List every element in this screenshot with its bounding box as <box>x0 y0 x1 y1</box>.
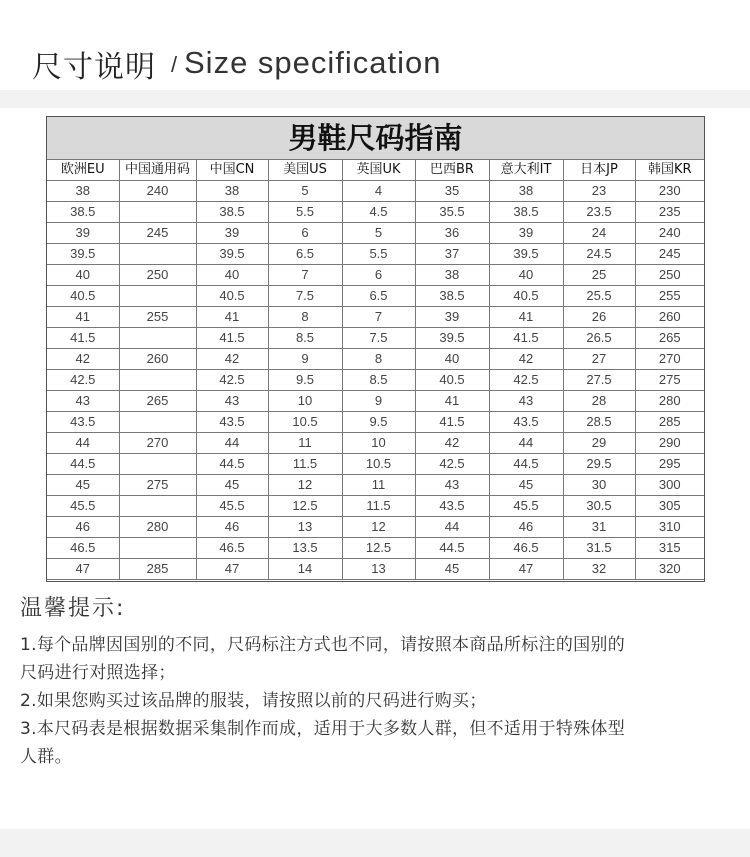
table-cell: 9.5 <box>268 370 342 391</box>
table-cell: 27.5 <box>563 370 635 391</box>
table-cell: 315 <box>635 538 704 559</box>
table-cell: 260 <box>119 349 196 370</box>
table-cell: 35 <box>415 181 489 202</box>
table-cell: 25.5 <box>563 286 635 307</box>
table-cell: 38 <box>47 181 119 202</box>
table-cell <box>119 202 196 223</box>
table-cell: 37 <box>415 244 489 265</box>
table-cell: 43.5 <box>415 496 489 517</box>
table-cell: 42 <box>47 349 119 370</box>
table-cell: 280 <box>635 391 704 412</box>
table-cell: 42.5 <box>415 454 489 475</box>
table-cell: 44.5 <box>196 454 268 475</box>
table-cell: 41.5 <box>415 412 489 433</box>
table-cell: 260 <box>635 307 704 328</box>
table-cell: 41.5 <box>47 328 119 349</box>
table-row <box>47 559 704 580</box>
table-cell: 44.5 <box>47 454 119 475</box>
table-cell <box>119 454 196 475</box>
tip-1-line-2: 尺码进行对照选择； <box>20 663 176 683</box>
table-cell: 31 <box>563 517 635 538</box>
title-english: Size specification <box>184 45 442 80</box>
table-cell: 25 <box>563 265 635 286</box>
table-cell: 305 <box>635 496 704 517</box>
table-cell: 255 <box>635 286 704 307</box>
table-cell <box>119 286 196 307</box>
table-cell: 42.5 <box>47 370 119 391</box>
table-cell: 13.5 <box>268 538 342 559</box>
table-cell: 45 <box>196 475 268 496</box>
table-cell: 7.5 <box>268 286 342 307</box>
table-cell: 43.5 <box>196 412 268 433</box>
table-cell: 39 <box>415 307 489 328</box>
tip-3-line-2: 人群。 <box>20 747 72 767</box>
table-row <box>47 244 704 265</box>
table-cell: 42 <box>196 349 268 370</box>
table-row <box>47 496 704 517</box>
table-cell: 38 <box>196 181 268 202</box>
table-row <box>47 202 704 223</box>
table-row <box>47 349 704 370</box>
table-cell: 40.5 <box>489 286 563 307</box>
table-cell: 24 <box>563 223 635 244</box>
table-cell: 300 <box>635 475 704 496</box>
size-grid <box>47 159 704 580</box>
table-cell: 40 <box>47 265 119 286</box>
table-cell: 46 <box>489 517 563 538</box>
table-cell: 45 <box>415 559 489 580</box>
column-header: 意大利IT <box>489 160 563 181</box>
size-table <box>46 116 705 582</box>
table-cell: 44 <box>415 517 489 538</box>
table-cell: 290 <box>635 433 704 454</box>
table-cell <box>119 328 196 349</box>
table-cell: 245 <box>635 244 704 265</box>
table-cell: 38.5 <box>196 202 268 223</box>
table-cell: 8.5 <box>268 328 342 349</box>
table-cell: 46 <box>47 517 119 538</box>
table-cell: 26 <box>563 307 635 328</box>
table-cell: 4.5 <box>342 202 415 223</box>
table-cell: 42.5 <box>489 370 563 391</box>
table-cell: 45 <box>489 475 563 496</box>
table-cell: 47 <box>196 559 268 580</box>
table-row <box>47 475 704 496</box>
table-cell: 23.5 <box>563 202 635 223</box>
table-cell: 39 <box>489 223 563 244</box>
table-cell: 295 <box>635 454 704 475</box>
table-cell: 310 <box>635 517 704 538</box>
table-cell: 41 <box>489 307 563 328</box>
table-cell: 10 <box>268 391 342 412</box>
column-header: 中国通用码 <box>119 160 196 181</box>
table-cell: 11 <box>342 475 415 496</box>
table-cell: 10.5 <box>268 412 342 433</box>
column-header: 巴西BR <box>415 160 489 181</box>
table-cell: 285 <box>119 559 196 580</box>
table-row <box>47 265 704 286</box>
table-cell <box>119 538 196 559</box>
table-cell: 42 <box>489 349 563 370</box>
table-row <box>47 286 704 307</box>
table-cell: 28.5 <box>563 412 635 433</box>
table-cell: 44 <box>47 433 119 454</box>
table-cell: 41 <box>196 307 268 328</box>
table-cell: 5.5 <box>342 244 415 265</box>
table-cell: 12.5 <box>268 496 342 517</box>
table-cell: 43.5 <box>489 412 563 433</box>
table-cell: 45 <box>47 475 119 496</box>
tips-title: 温馨提示: <box>20 596 126 621</box>
table-cell: 9 <box>268 349 342 370</box>
table-cell: 8 <box>342 349 415 370</box>
table-cell: 255 <box>119 307 196 328</box>
table-cell: 43 <box>415 475 489 496</box>
table-cell: 8.5 <box>342 370 415 391</box>
table-cell: 42.5 <box>196 370 268 391</box>
table-row <box>47 538 704 559</box>
table-cell: 39 <box>47 223 119 244</box>
table-cell: 24.5 <box>563 244 635 265</box>
table-cell: 40 <box>415 349 489 370</box>
table-cell: 26.5 <box>563 328 635 349</box>
table-cell: 40.5 <box>196 286 268 307</box>
table-cell: 47 <box>489 559 563 580</box>
column-header: 英国UK <box>342 160 415 181</box>
table-row <box>47 223 704 244</box>
table-cell: 41.5 <box>196 328 268 349</box>
tip-2: 2.如果您购买过该品牌的服装，请按照以前的尺码进行购买； <box>20 691 487 711</box>
table-cell: 39 <box>196 223 268 244</box>
table-cell: 46.5 <box>47 538 119 559</box>
table-cell: 27 <box>563 349 635 370</box>
tip-1-line-1: 1.每个品牌因国别的不同，尺码标注方式也不同，请按照本商品所标注的国别的 <box>20 635 626 655</box>
table-cell: 6 <box>342 265 415 286</box>
table-cell: 12 <box>342 517 415 538</box>
tip-3-line-1: 3.本尺码表是根据数据采集制作而成，适用于大多数人群，但不适用于特殊体型 <box>20 719 626 739</box>
table-cell: 250 <box>635 265 704 286</box>
table-cell: 45.5 <box>47 496 119 517</box>
table-cell: 41 <box>415 391 489 412</box>
table-cell: 40.5 <box>415 370 489 391</box>
table-cell: 39.5 <box>47 244 119 265</box>
table-cell: 320 <box>635 559 704 580</box>
table-cell: 270 <box>635 349 704 370</box>
table-row <box>47 412 704 433</box>
table-header-row <box>47 160 704 181</box>
table-cell: 44.5 <box>415 538 489 559</box>
table-cell: 240 <box>119 181 196 202</box>
table-cell: 250 <box>119 265 196 286</box>
divider-band-bottom <box>0 829 750 857</box>
table-cell: 38 <box>489 181 563 202</box>
table-cell: 10.5 <box>342 454 415 475</box>
column-header: 美国US <box>268 160 342 181</box>
table-cell: 265 <box>635 328 704 349</box>
table-row <box>47 307 704 328</box>
table-cell: 39.5 <box>415 328 489 349</box>
table-row <box>47 181 704 202</box>
column-header: 欧洲EU <box>47 160 119 181</box>
table-cell: 12.5 <box>342 538 415 559</box>
table-cell: 14 <box>268 559 342 580</box>
table-cell <box>119 496 196 517</box>
table-cell: 6.5 <box>268 244 342 265</box>
table-cell: 29 <box>563 433 635 454</box>
table-cell: 46 <box>196 517 268 538</box>
page-header <box>0 0 750 90</box>
table-row <box>47 517 704 538</box>
table-cell: 38.5 <box>47 202 119 223</box>
table-cell: 7.5 <box>342 328 415 349</box>
table-cell: 235 <box>635 202 704 223</box>
table-cell: 36 <box>415 223 489 244</box>
table-cell: 35.5 <box>415 202 489 223</box>
table-cell: 270 <box>119 433 196 454</box>
table-cell: 32 <box>563 559 635 580</box>
table-row <box>47 454 704 475</box>
table-cell: 40 <box>196 265 268 286</box>
table-cell: 245 <box>119 223 196 244</box>
column-header: 日本JP <box>563 160 635 181</box>
table-cell: 6 <box>268 223 342 244</box>
table-cell: 41 <box>47 307 119 328</box>
table-cell: 11.5 <box>268 454 342 475</box>
table-cell: 39.5 <box>196 244 268 265</box>
table-cell: 9 <box>342 391 415 412</box>
column-header: 中国CN <box>196 160 268 181</box>
table-cell: 43 <box>196 391 268 412</box>
table-cell: 30 <box>563 475 635 496</box>
table-cell: 43 <box>489 391 563 412</box>
table-cell: 38.5 <box>489 202 563 223</box>
table-cell: 44.5 <box>489 454 563 475</box>
table-cell: 285 <box>635 412 704 433</box>
table-cell: 44 <box>489 433 563 454</box>
table-cell: 39.5 <box>489 244 563 265</box>
table-cell: 8 <box>268 307 342 328</box>
table-cell: 42 <box>415 433 489 454</box>
table-cell: 31.5 <box>563 538 635 559</box>
table-cell: 9.5 <box>342 412 415 433</box>
table-cell: 43 <box>47 391 119 412</box>
table-cell: 45.5 <box>196 496 268 517</box>
table-cell: 38 <box>415 265 489 286</box>
table-cell: 30.5 <box>563 496 635 517</box>
table-cell: 40 <box>489 265 563 286</box>
table-cell: 44 <box>196 433 268 454</box>
table-cell: 265 <box>119 391 196 412</box>
table-cell: 5 <box>342 223 415 244</box>
table-cell: 5.5 <box>268 202 342 223</box>
table-row <box>47 391 704 412</box>
table-cell: 12 <box>268 475 342 496</box>
table-cell: 275 <box>635 370 704 391</box>
title-separator: / <box>171 52 178 77</box>
size-table-title: 男鞋尺码指南 <box>47 117 704 160</box>
table-cell <box>119 244 196 265</box>
table-cell: 230 <box>635 181 704 202</box>
table-row <box>47 370 704 391</box>
table-cell: 43.5 <box>47 412 119 433</box>
table-row <box>47 328 704 349</box>
table-cell: 4 <box>342 181 415 202</box>
table-cell: 11.5 <box>342 496 415 517</box>
table-cell: 13 <box>342 559 415 580</box>
table-cell: 7 <box>268 265 342 286</box>
table-cell: 45.5 <box>489 496 563 517</box>
table-cell: 10 <box>342 433 415 454</box>
table-cell: 5 <box>268 181 342 202</box>
table-cell <box>119 370 196 391</box>
table-cell: 7 <box>342 307 415 328</box>
table-row <box>47 433 704 454</box>
table-cell: 6.5 <box>342 286 415 307</box>
table-cell: 29.5 <box>563 454 635 475</box>
divider-band-top <box>0 90 750 108</box>
table-cell: 13 <box>268 517 342 538</box>
table-cell: 28 <box>563 391 635 412</box>
table-cell: 38.5 <box>415 286 489 307</box>
table-cell: 47 <box>47 559 119 580</box>
table-cell: 46.5 <box>196 538 268 559</box>
table-cell: 280 <box>119 517 196 538</box>
table-body <box>47 181 704 580</box>
table-cell: 46.5 <box>489 538 563 559</box>
column-header: 韩国KR <box>635 160 704 181</box>
table-cell <box>119 412 196 433</box>
table-cell: 11 <box>268 433 342 454</box>
table-cell: 40.5 <box>47 286 119 307</box>
table-cell: 275 <box>119 475 196 496</box>
table-cell: 23 <box>563 181 635 202</box>
table-cell: 41.5 <box>489 328 563 349</box>
title-chinese: 尺寸说明 <box>32 50 156 85</box>
table-cell: 240 <box>635 223 704 244</box>
